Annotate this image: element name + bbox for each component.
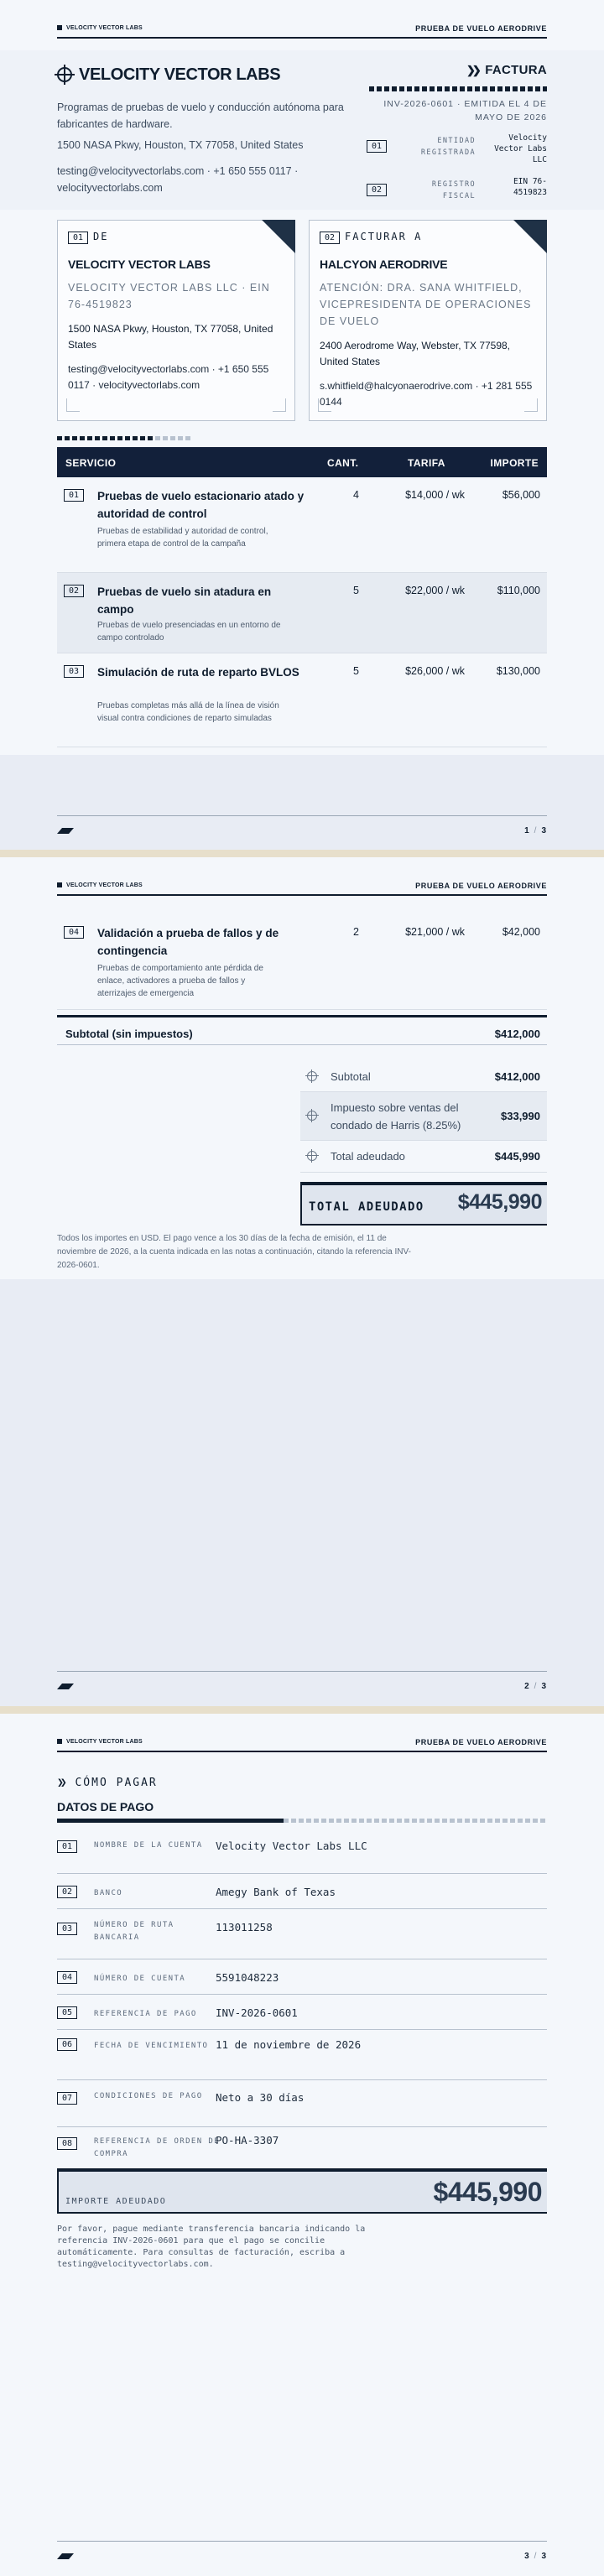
payment-value: INV-2026-0601 — [216, 2006, 298, 2019]
table-row — [57, 573, 547, 653]
row-description: Pruebas de vuelo presenciadas en un entorno de campo controlado — [97, 621, 281, 643]
company-contact: testing@velocityvectorlabs.com · +1 650 555 0117 · velocityvectorlabs.com — [57, 165, 299, 194]
totals-line — [300, 1062, 547, 1092]
title-dash-rule — [369, 86, 547, 91]
payment-label: NÚMERO DE RUTA BANCARIA — [94, 1921, 174, 1942]
party-legal: VELOCITY VECTOR LABS LLC · EIN 76-4519823 — [68, 282, 270, 310]
row-index: 01 — [64, 489, 84, 502]
crosshair-icon — [307, 1151, 317, 1161]
row-amount: $110,000 — [497, 585, 540, 596]
section-progress — [57, 436, 191, 440]
invoice-title: ❯❯ FACTURA — [466, 63, 547, 77]
page-footer — [57, 815, 547, 835]
footer-mark — [57, 2553, 74, 2559]
double-chevron-icon: ❯❯ — [466, 64, 478, 76]
payment-value: Velocity Vector Labs LLC — [216, 1840, 367, 1852]
payment-row — [57, 1832, 547, 1874]
page-footer — [57, 1671, 547, 1691]
total-due-box — [300, 1182, 547, 1226]
payment-row — [57, 2127, 547, 2161]
header-document-label: PRUEBA DE VUELO AERODRIVE — [415, 1738, 547, 1746]
table-row — [57, 653, 547, 747]
row-qty: 5 — [353, 665, 359, 677]
crosshair-icon — [307, 1071, 317, 1081]
payment-row — [57, 2080, 547, 2127]
corner-flag — [262, 220, 295, 253]
page-header — [57, 20, 547, 39]
subtotal-label: Subtotal (sin impuestos) — [65, 1028, 193, 1040]
crosshair-icon — [307, 1111, 317, 1121]
totals-label: Subtotal — [331, 1070, 371, 1083]
party-contact: testing@velocityvectorlabs.com · +1 650 555 0117 · velocityvectorlabs.com — [68, 363, 269, 391]
company-tagline: Programas de pruebas de vuelo y conducción autónoma para fabricantes de hardware. — [57, 101, 344, 130]
header-brand: VELOCITY VECTOR LABS — [57, 882, 143, 888]
meta-value: EIN 76-4519823 — [513, 177, 547, 197]
table-row — [57, 477, 547, 573]
payment-index: 02 — [57, 1886, 77, 1898]
meta-row — [367, 133, 547, 166]
card-heading: 01 DE — [68, 231, 109, 244]
payment-label: CONDICIONES DE PAGO — [94, 2092, 203, 2100]
col-rate: TARIFA — [408, 457, 445, 469]
col-amount: IMPORTE — [490, 457, 539, 469]
row-rate: $21,000 / wk — [405, 926, 465, 938]
party-address: 1500 NASA Pkwy, Houston, TX 77058, United States — [68, 323, 273, 351]
meta-row — [367, 176, 547, 210]
meta-value: Velocity Vector Labs LLC — [494, 133, 547, 164]
payment-value: 5591048223 — [216, 1971, 279, 1984]
party-address: 2400 Aerodrome Way, Webster, TX 77598, United States — [320, 340, 511, 367]
payment-label: BANCO — [94, 1889, 123, 1897]
row-amount: $42,000 — [502, 926, 540, 938]
payment-subheading: DATOS DE PAGO — [57, 1800, 154, 1814]
total-due-value: $445,990 — [457, 1190, 542, 1214]
header-document-label: PRUEBA DE VUELO AERODRIVE — [415, 882, 547, 890]
meta-label: ENTIDAD REGISTRADA — [420, 137, 476, 157]
payment-index: 01 — [57, 1840, 77, 1853]
party-name: VELOCITY VECTOR LABS — [68, 258, 211, 271]
row-description: Pruebas completas más allá de la línea de visión visual contra condiciones de reparto simuladas — [97, 701, 279, 723]
table-header — [57, 447, 547, 477]
payment-value: Neto a 30 días — [216, 2091, 305, 2104]
card-heading: 02 FACTURAR A — [320, 231, 422, 244]
header-document-label: PRUEBA DE VUELO AERODRIVE — [415, 24, 547, 33]
payment-value: PO-HA-3307 — [216, 2134, 279, 2147]
header-brand: VELOCITY VECTOR LABS — [57, 1739, 143, 1745]
payment-label: REFERENCIA DE ORDEN DE COMPRA — [94, 2137, 221, 2158]
payment-index: 05 — [57, 2006, 77, 2019]
invoice-number: INV-2026-0601 · EMITIDA EL 4 DE MAYO DE 2026 — [383, 99, 547, 122]
row-qty: 5 — [353, 585, 359, 596]
footer-mark — [57, 1684, 74, 1689]
double-chevron-icon: ❯❯ — [57, 1777, 64, 1789]
payment-label: REFERENCIA DE PAGO — [94, 2010, 197, 2018]
party-name: HALCYON AERODRIVE — [320, 258, 448, 271]
company-logo: VELOCITY VECTOR LABS — [57, 65, 280, 85]
amount-due-value: $445,990 — [433, 2177, 542, 2207]
col-service: SERVICIO — [65, 457, 117, 469]
totals-value: $33,990 — [501, 1110, 540, 1122]
payment-value: 113011258 — [216, 1921, 273, 1933]
crosshair-icon — [57, 67, 72, 82]
row-title: Simulación de ruta de reparto BVLOS — [97, 666, 299, 679]
row-title: Validación a prueba de fallos y de contingencia — [97, 927, 279, 957]
totals-label: Total adeudado — [331, 1150, 405, 1163]
row-index: 04 — [64, 926, 84, 939]
row-title: Pruebas de vuelo estacionario atado y autoridad de control — [97, 490, 305, 520]
row-amount: $56,000 — [502, 489, 540, 501]
payment-value: 11 de noviembre de 2026 — [216, 2038, 362, 2051]
meta-index: 01 — [367, 140, 387, 153]
subtotal-row — [57, 1015, 547, 1045]
payment-row — [57, 1909, 547, 1959]
page-header — [57, 1734, 547, 1752]
header-brand: VELOCITY VECTOR LABS — [57, 25, 143, 31]
payment-label: NOMBRE DE LA CUENTA — [94, 1841, 203, 1850]
row-title: Pruebas de vuelo sin atadura en campo — [97, 585, 272, 616]
company-address: 1500 NASA Pkwy, Houston, TX 77058, United States — [57, 139, 304, 151]
row-rate: $22,000 / wk — [405, 585, 465, 596]
payment-heading: ❯❯ CÓMO PAGAR — [57, 1777, 158, 1789]
row-rate: $26,000 / wk — [405, 665, 465, 677]
page-footer — [57, 2541, 547, 2561]
meta-label: REGISTRO FISCAL — [431, 180, 476, 200]
payment-index: 06 — [57, 2038, 77, 2051]
total-due-label: TOTAL ADEUDADO — [309, 1200, 424, 1214]
payment-row — [57, 1874, 547, 1909]
page-header — [57, 877, 547, 896]
totals-label: Impuesto sobre ventas del condado de Harris (8.25%) — [331, 1101, 461, 1132]
payment-label: FECHA DE VENCIMIENTO — [94, 2042, 209, 2050]
totals-value: $412,000 — [494, 1070, 540, 1083]
row-rate: $14,000 / wk — [405, 489, 465, 501]
payment-note: Por favor, pague mediante transferencia bancaria indicando la referencia INV-2026-0601 para que el pago se concilie automáticamente. Para consultas de facturación, escriba a testing@velocityvectorlabs.com. — [57, 2225, 366, 2269]
party-attention: ATENCIÓN: DRA. SANA WHITFIELD, VICEPRESIDENTA DE OPERACIONES DE VUELO — [320, 282, 532, 327]
page-number: 1 / 3 — [524, 826, 547, 835]
bill-to-card — [309, 220, 547, 421]
totals-value: $445,990 — [494, 1150, 540, 1163]
payment-row — [57, 1995, 547, 2030]
party-contact: s.whitfield@halcyonaerodrive.com · +1 281 555 0144 — [320, 380, 533, 408]
subtotal-value: $412,000 — [494, 1028, 540, 1040]
row-amount: $130,000 — [496, 665, 540, 677]
payment-row — [57, 2030, 547, 2080]
table-row — [57, 914, 547, 1010]
row-description: Pruebas de comportamiento ante pérdida de enlace, activadores a prueba de fallos y aterrizajes de emergencia — [97, 964, 263, 998]
row-description: Pruebas de estabilidad y autoridad de control, primera etapa de control de la campaña — [97, 527, 268, 549]
col-qty: CANT. — [327, 457, 359, 469]
payment-index: 03 — [57, 1923, 77, 1935]
meta-index: 02 — [367, 184, 387, 196]
company-hero — [0, 50, 604, 210]
page-number: 3 / 3 — [524, 2552, 547, 2561]
row-index: 03 — [64, 665, 84, 678]
footer-mark — [57, 828, 74, 834]
totals-line — [300, 1092, 547, 1141]
payment-index: 04 — [57, 1971, 77, 1984]
payment-dash-rule — [57, 1819, 547, 1823]
payment-index: 08 — [57, 2137, 77, 2150]
payment-label: NÚMERO DE CUENTA — [94, 1975, 186, 1983]
page-number: 2 / 3 — [524, 1682, 547, 1691]
row-qty: 4 — [353, 489, 359, 501]
row-index: 02 — [64, 585, 84, 597]
from-card — [57, 220, 295, 421]
payment-row — [57, 1959, 547, 1995]
totals-line — [300, 1141, 547, 1173]
row-qty: 2 — [353, 926, 359, 938]
amount-due-box — [57, 2168, 547, 2214]
page-1 — [0, 0, 604, 850]
payment-value: Amegy Bank of Texas — [216, 1886, 336, 1898]
totals-note: Todos los importes en USD. El pago vence a los 30 días de la fecha de emisión, el 11 de noviembre de 2026, a la cuenta indicada en las notas a continuación, citando la referencia INV-2026-0601. — [57, 1234, 411, 1270]
amount-due-label: IMPORTE ADEUDADO — [65, 2197, 167, 2206]
payment-index: 07 — [57, 2092, 77, 2105]
corner-flag — [513, 220, 547, 253]
